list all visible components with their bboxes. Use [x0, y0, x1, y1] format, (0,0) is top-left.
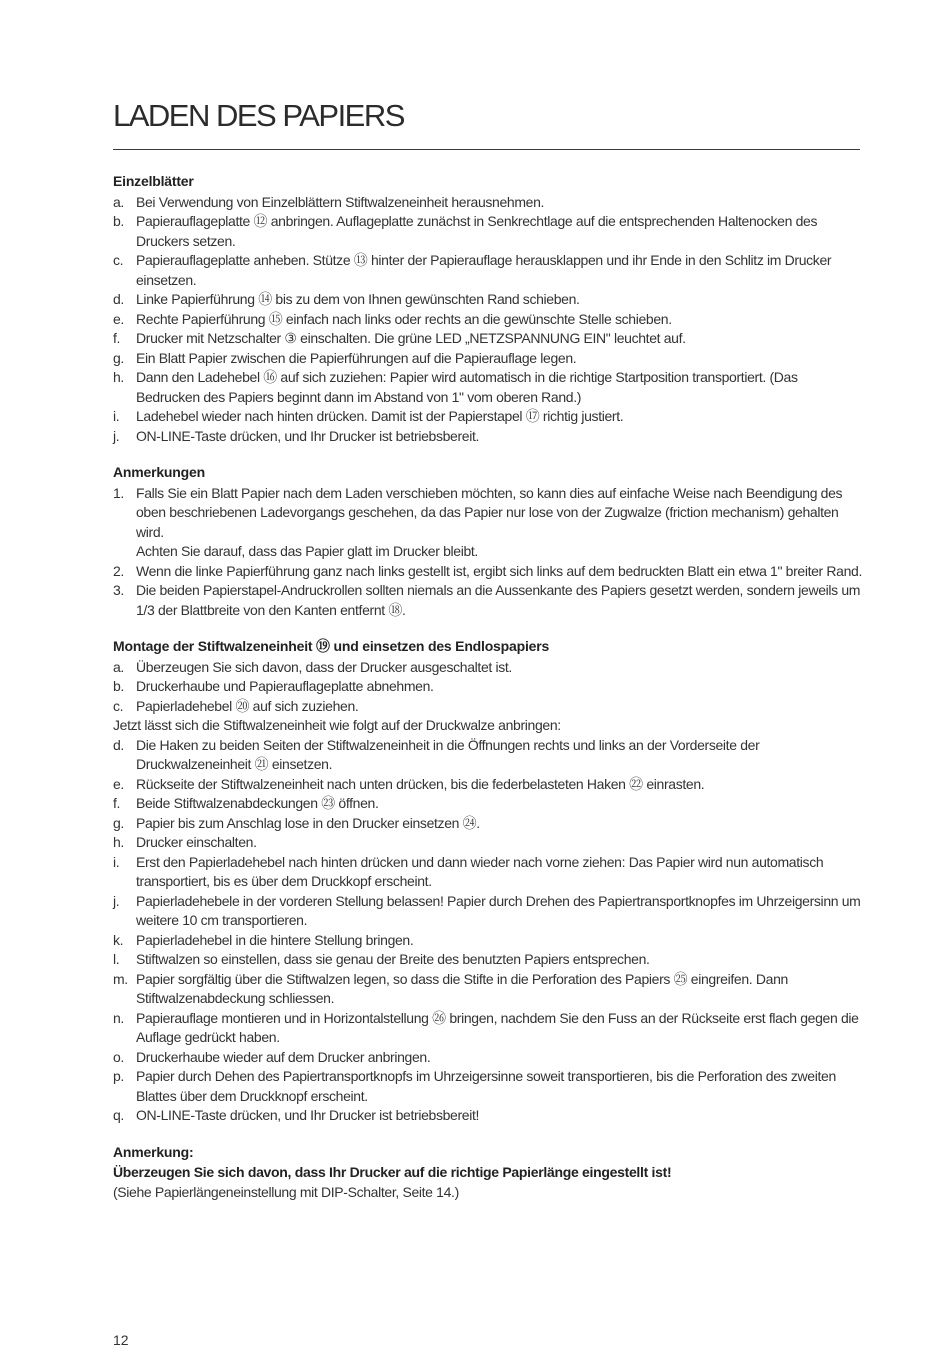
list-item: [113, 484, 863, 562]
list-item: [113, 931, 863, 951]
list-item: [113, 1048, 863, 1068]
list-marker: j.: [113, 427, 120, 444]
list-marker: 1.: [113, 484, 124, 501]
list-item: [113, 368, 863, 407]
list-marker: g.: [113, 814, 124, 831]
list-item-text: Papier durch Dehen des Papiertransportknopfs im Uhrzeigersinne soweit transportieren, bis die Perforation des zweiten Blattes über dem Druckknopf erscheint.: [136, 1068, 836, 1104]
page-content: [113, 172, 863, 1219]
list-item-text: Papierauflage montieren und in Horizontalstellung ㉖ bringen, nachdem Sie den Fuss an der Rückseite erst flach gegen die Auflage gedrückt haben.: [136, 1009, 859, 1045]
list-marker: 2.: [113, 562, 124, 579]
list-marker: a.: [113, 193, 124, 210]
list-item-text: Druckerhaube wieder auf dem Drucker anbringen.: [136, 1048, 431, 1065]
list-item-text: ON-LINE-Taste drücken, und Ihr Drucker ist betriebsbereit!: [136, 1107, 480, 1123]
list-marker: d.: [113, 736, 124, 753]
list-marker: e.: [113, 310, 124, 327]
notes-list: [113, 484, 863, 621]
list-marker: d.: [113, 291, 124, 307]
list-item-text: Rückseite der Stiftwalzeneinheit nach unten drücken, bis die federbelasteten Haken ㉒ einrasten.: [136, 775, 705, 792]
section-tractor-mounting: [113, 637, 863, 1126]
list-item-text: Druckerhaube und Papierauflageplatte abnehmen.: [136, 678, 434, 694]
list-item-text: Die Haken zu beiden Seiten der Stiftwalzeneinheit in die Öffnungen rechts und links an der Vorderseite der Druckwalzeneinheit ㉑ einsetzen.: [136, 736, 760, 772]
list-item: [113, 349, 863, 369]
list-item-text: Papierladehebel in die hintere Stellung bringen.: [136, 931, 414, 948]
list-item-text: Stiftwalzen so einstellen, dass sie genau der Breite des benutzten Papiers entsprechen.: [136, 951, 650, 967]
list-item: [113, 794, 863, 814]
list-item: [113, 427, 863, 447]
list-item-text: Papierladehebele in der vorderen Stellung belassen! Papier durch Drehen des Papiertransportknopfes im Uhrzeigersinn um weitere 10 cm transportieren.: [136, 892, 861, 928]
list-item: [113, 329, 863, 349]
list-item-text: Wenn die linke Papierführung ganz nach links gestellt ist, ergibt sich links auf dem bedruckten Blatt ein etwa 1" breiter Rand.: [136, 562, 863, 579]
list-item-paragraph: Achten Sie darauf, dass das Papier glatt im Drucker bleibt.: [136, 543, 478, 559]
section-single-sheets: [113, 172, 863, 446]
list-item: [113, 407, 863, 427]
list-item: [113, 736, 863, 775]
list-marker: e.: [113, 775, 124, 792]
list-item-text: Überzeugen Sie sich davon, dass der Drucker ausgeschaltet ist.: [136, 658, 512, 675]
list-item-text: Ladehebel wieder nach hinten drücken. Damit ist der Papierstapel ⑰ richtig justiert.: [136, 408, 624, 424]
list-item: [113, 658, 863, 678]
list-item: [113, 290, 863, 310]
list-item-text: Papier sorgfältig über die Stiftwalzen legen, so dass die Stifte in die Perforation des Papiers ㉕ eingreifen. Dann Stiftwalzenabdeckung schliessen.: [136, 970, 788, 1006]
title-divider: [113, 149, 860, 150]
list-marker: i.: [113, 853, 120, 870]
list-marker: b.: [113, 678, 124, 694]
list-marker: a.: [113, 658, 124, 675]
list-item-text: Dann den Ladehebel ⑯ auf sich zuziehen: Papier wird automatisch in die richtige Startposition transportiert. (Das Bedrucken des Papiers beginnt dann im Abstand von 1" vom oberen Rand.): [136, 369, 798, 405]
list-marker: i.: [113, 408, 120, 424]
section-final-note: [113, 1143, 863, 1203]
list-item-text: Papierauflageplatte anheben. Stütze ⑬ hinter der Papierauflage herausklappen und ihr Ende in den Schlitz im Drucker einsetzen.: [136, 252, 832, 288]
list-item-text: Die beiden Papierstapel-Andruckrollen sollten niemals an die Aussenkante des Papiers gesetzt werden, sondern jeweils um 1/3 der Blattbreite von den Kanten entfernt ⑱.: [136, 582, 861, 618]
list-marker: o.: [113, 1048, 124, 1065]
list-item: [113, 853, 863, 892]
list-item-text: Papier bis zum Anschlag lose in den Drucker einsetzen ㉔.: [136, 814, 480, 831]
list-item: [113, 251, 863, 290]
list-item: [113, 1067, 863, 1106]
list-item-text: Drucker einschalten.: [136, 834, 257, 850]
list-item: [113, 193, 863, 213]
list-item: [113, 814, 863, 834]
list-marker: h.: [113, 369, 124, 385]
list-marker: f.: [113, 330, 121, 346]
list-item-text: Papierauflageplatte ⑫ anbringen. Auflageplatte zunächst in Senkrechtlage auf die entsprechenden Haltenocken des Druckers setzen.: [136, 213, 818, 249]
list-marker: q.: [113, 1107, 124, 1123]
list-item-text: Linke Papierführung ⑭ bis zu dem von Ihnen gewünschten Rand schieben.: [136, 291, 580, 307]
list-item-text: ON-LINE-Taste drücken, und Ihr Drucker ist betriebsbereit.: [136, 427, 480, 444]
list-item: [113, 310, 863, 330]
list-item-text: Drucker mit Netzschalter ③ einschalten. Die grüne LED „NETZSPANNUNG EIN" leuchtet auf.: [136, 330, 686, 346]
list-item: [113, 581, 863, 620]
list-item: [113, 892, 863, 931]
list-item-text: [136, 484, 863, 562]
note-heading: Anmerkung:: [113, 1143, 194, 1160]
list-item: [113, 1106, 863, 1126]
interjection-text: Jetzt lässt sich die Stiftwalzeneinheit wie folgt auf der Druckwalze anbringen:: [113, 717, 561, 733]
list-marker: g.: [113, 349, 124, 366]
list-marker: m.: [113, 970, 128, 987]
instruction-list: [113, 193, 863, 447]
section-notes: [113, 463, 863, 620]
list-marker: h.: [113, 834, 124, 850]
list-marker: n.: [113, 1009, 124, 1026]
list-item: [113, 950, 863, 970]
list-marker: p.: [113, 1068, 124, 1084]
page-number: 12: [113, 1332, 129, 1348]
list-item: [113, 677, 863, 697]
list-item: [113, 970, 863, 1009]
section-heading: Einzelblätter: [113, 173, 194, 189]
list-item: [113, 212, 863, 251]
list-marker: c.: [113, 697, 124, 714]
section-heading: Anmerkungen: [113, 464, 205, 480]
list-item-text: Rechte Papierführung ⑮ einfach nach links oder rechts an die gewünschte Stelle schieben.: [136, 310, 672, 327]
instruction-list-continued: [113, 736, 863, 1126]
list-marker: b.: [113, 213, 124, 229]
list-item-text: Beide Stiftwalzenabdeckungen ㉓ öffnen.: [136, 795, 379, 811]
list-marker: c.: [113, 252, 124, 268]
instruction-list: [113, 658, 863, 717]
list-item: [113, 775, 863, 795]
list-item-text: Bei Verwendung von Einzelblättern Stiftwalzeneinheit herausnehmen.: [136, 193, 545, 210]
list-item-text: Ein Blatt Papier zwischen die Papierführungen auf die Papierauflage legen.: [136, 349, 577, 366]
list-item: [113, 697, 863, 717]
list-item-paragraph: Falls Sie ein Blatt Papier nach dem Laden verschieben möchten, so kann dies auf einfache Weise nach Beendigung des oben beschriebenen Ladevorgangs geschehen, da das Papier nur lose von der Zugwalze (friction mechanism) gehalten wird.: [136, 484, 843, 540]
list-item: [113, 1009, 863, 1048]
section-heading: Montage der Stiftwalzeneinheit ⑲ und einsetzen des Endlospapiers: [113, 638, 550, 654]
list-marker: j.: [113, 892, 120, 909]
page-title: LADEN DES PAPIERS: [113, 98, 404, 133]
note-emphasis: Überzeugen Sie sich davon, dass Ihr Drucker auf die richtige Papierlänge eingestellt ist!: [113, 1164, 672, 1180]
list-marker: k.: [113, 931, 124, 948]
note-reference: (Siehe Papierlängeneinstellung mit DIP-Schalter, Seite 14.): [113, 1183, 459, 1200]
list-marker: f.: [113, 795, 121, 811]
list-marker: l.: [113, 951, 120, 967]
list-item: [113, 833, 863, 853]
list-item-text: Papierladehebel ⑳ auf sich zuziehen.: [136, 697, 359, 714]
list-item-text: Erst den Papierladehebel nach hinten drücken und dann wieder nach vorne ziehen: Das Papier wird nun automatisch transportiert, bis es über dem Druckkopf erscheint.: [136, 853, 824, 889]
list-marker: 3.: [113, 582, 124, 598]
list-item: [113, 562, 863, 582]
